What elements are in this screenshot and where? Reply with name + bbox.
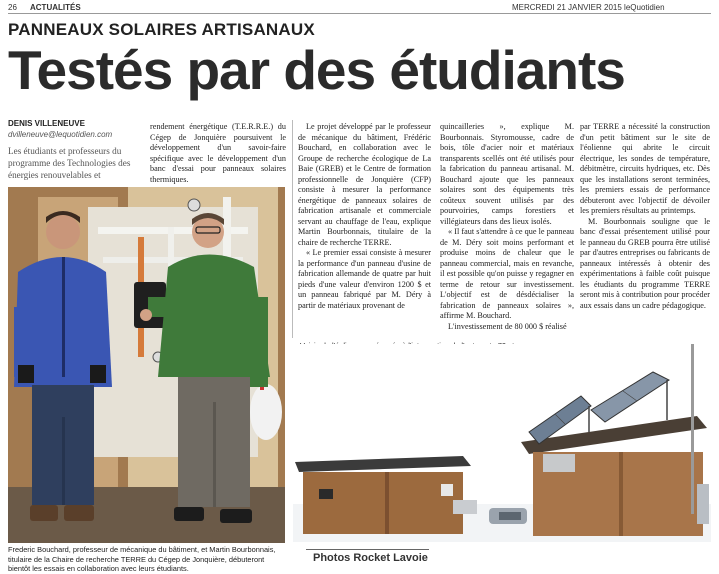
section-label: ACTUALITÉS — [30, 3, 81, 12]
column-4-paragraph: quincailleries », explique M. Bourbonnais. Styromousse, cadre de bois, tôle d'acier noir et matériaux transparents scellés ont été utilisés pour la fabrication du panneau artisanal. M. Bouchard ajoute que les panneaux solaires sont des équipements très coûteux souvent utilisés par des pourvoiries, camps forestiers et villégiateurs dans des lieux isolés. — [440, 122, 574, 226]
header-rule — [8, 13, 711, 14]
article-kicker: PANNEAUX SOLAIRES ARTISANAUX — [8, 20, 315, 39]
column-4-paragraph: L'investissement de 80 000 $ réalisé — [448, 321, 567, 331]
photo-credit: Photos Rocket Lavoie — [313, 552, 428, 564]
column-4-paragraph: « Il faut s'attendre à ce que le panneau de M. Déry soit moins performant et produise moins de chaleur que le panneau commercial, mais en revanche, il est possible qu'on puisse y regagner en terme de retour sur investissement. L'objectif est de désdécialiser la fabrication de panneaux solaires », affirme M. Bouchard. — [440, 227, 574, 320]
caption-researchers: Frederic Bouchard, professeur de mécanique du bâtiment, et Martin Bourbonnais, titulaire de la Chaire de recherche TERRE du Cégep de Jonquière, débuteront bientôt les essais en collaboration avec leurs étudiants. — [8, 545, 276, 573]
column-5-paragraph: M. Bourbonnais souligne que le banc d'essai présentement utilisé pour le panneau du GREB pourra être utilisé par d'autres entreprises ou fabricants de panneaux intéressés à obtenir des expérimentations à faible coût puisque les étudiants du programme TERRE seront mis à contribution pour procéder aux essais dans un cadre pédagogique. — [580, 216, 710, 310]
author-name: DENIS VILLENEUVE — [8, 119, 85, 128]
article-lead: Les étudiants et professeurs du programme des Technologies des énergies renouvelables et — [8, 146, 131, 180]
photo-test-bench — [293, 344, 711, 542]
column-2-paragraph: rendement énergétique (T.E.R.R.E.) du Cégep de Jonquière poursuivent le développement d'un savoir-faire spécifique avec le développement d'un banc d'essai pour panneaux solaires thermiques. — [150, 122, 286, 184]
column-3-paragraph: Le projet développé par le professeur de mécanique du bâtiment, Frédéric Bouchard, en collaboration avec le Groupe de recherche écologique de La Baie (GREB) et le Centre de formation professionnelle de Jonquière (CFP) consiste à mesurer la performance énergétique de panneaux solaires de fabrication artisanale et commerciale servant au chauffage de l'eau, explique Martin Bourbonnais, titulaire de la chaire de recherche TERRE. — [298, 122, 431, 247]
article-title: Testés par des étudiants — [8, 39, 625, 101]
article-column-2 — [150, 122, 286, 185]
column-rule — [292, 120, 293, 338]
author-email[interactable]: dvilleneuve@lequotidien.com — [8, 130, 113, 139]
column-5-paragraph: par TERRE a nécessité la construction d'un petit bâtiment sur le site de l'éolienne qui abrite le circuit électrique, les sondes de température, débitmètre, circuits hydriques, etc. Dès que les installations seront terminées, les premiers essais de performance débuteront avec l'objectif de dévoiler les premiers résultats au printemps. — [580, 122, 710, 215]
photo-researchers — [8, 187, 285, 543]
article-column-3 — [298, 122, 431, 311]
issue-date: MERCREDI 21 JANVIER 2015 leQuotidien — [512, 3, 665, 12]
article-column-5 — [580, 122, 710, 311]
credit-rule — [306, 549, 429, 550]
page-number: 26 — [8, 3, 17, 12]
column-3-paragraph: « Le premier essai consiste à mesurer la performance d'un panneau d'usine de fabrication allemande de quatre par huit pieds d'une valeur d'environ 1200 $ et un panneau fabriqué par M. Déry à partir de matériaux provenant de — [298, 248, 431, 310]
article-column-4 — [440, 122, 574, 332]
